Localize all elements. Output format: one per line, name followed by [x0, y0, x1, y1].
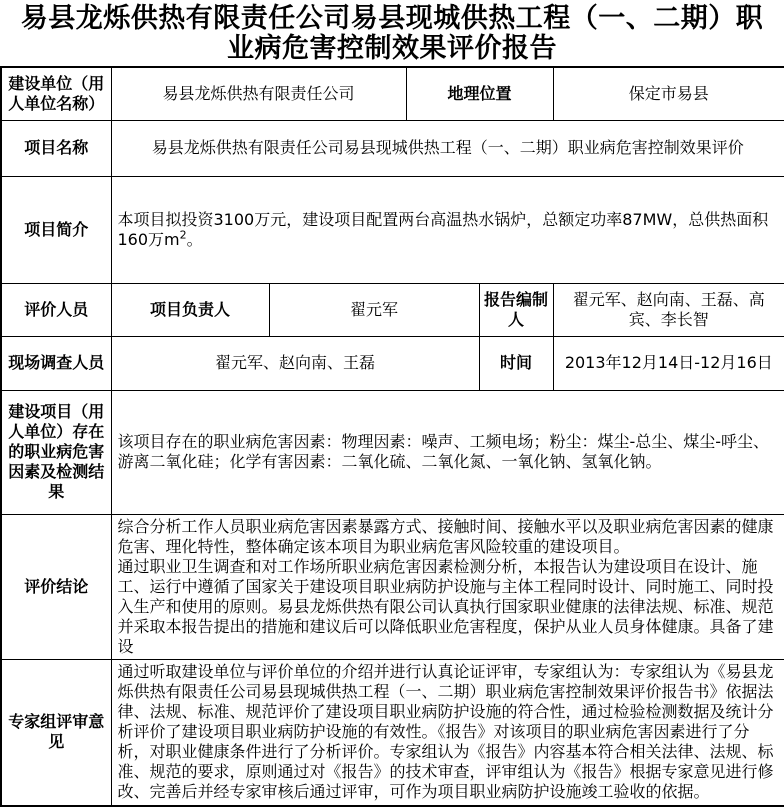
row-hazard-factors — [1, 390, 784, 514]
construction-unit-label: 建设单位（用人单位名称） — [1, 67, 111, 120]
page-title: 易县龙烁供热有限责任公司易县现城供热工程（一、二期）职业病危害控制效果评价报告 — [20, 3, 764, 64]
project-intro-period: 。 — [186, 229, 203, 249]
report-table — [0, 66, 784, 807]
row-evaluators — [1, 283, 784, 336]
row-conclusion — [1, 514, 784, 659]
project-intro-label: 项目简介 — [1, 176, 111, 283]
project-leader-value: 翟元军 — [269, 283, 479, 336]
project-intro-text: 本项目拟投资3100万元，建设项目配置两台高温热水锅炉，总额定功率87MW，总供热面积160万m — [117, 209, 769, 249]
row-project-name — [1, 120, 784, 176]
conclusion-paragraph-1: 综合分析工作人员职业病危害因素暴露方式、接触时间、接触水平以及职业病危害因素的健康危害、理化特性，整体确定该本项目为职业病危害风险较重的建设项目。 — [117, 516, 774, 556]
report-writer-value: 翟元军、赵向南、王磊、高宾、李长智 — [553, 283, 784, 336]
expert-opinion-value: 通过听取建设单位与评价单位的介绍并进行认真论证评审，专家组认为：专家组认为《易县龙烁供热有限责任公司易县现城供热工程（一、二期）职业病危害控制效果评价报告书》依据法律、法规、标准、规范评价了建设项目职业病防护设施的符合性，通过检验检测数据及统计分析评价了建设项目职业病防护设施的有效性。《报告》对该项目的职业病危害因素进行了分析，对职业健康条件进行了分析评价。专家组认为《报告》内容基本符合相关法律、法规、标准、规范的要求，原则通过对《报告》的技术审查，评审组认为《报告》根据专家意见进行修改、完善后并经专家审核后通过评审，可作为项目职业病防护设施竣工验收的依据。 — [111, 659, 784, 806]
site-survey-value: 翟元军、赵向南、王磊 — [111, 336, 479, 390]
row-construction-unit — [1, 67, 784, 120]
row-project-intro — [1, 176, 784, 283]
row-site-survey — [1, 336, 784, 390]
project-intro-value — [111, 176, 784, 283]
hazard-factors-label: 建设项目（用人单位）存在的职业病危害因素及检测结果 — [1, 390, 111, 514]
project-name-value: 易县龙烁供热有限责任公司易县现城供热工程（一、二期）职业病危害控制效果评价 — [111, 120, 784, 176]
evaluators-label: 评价人员 — [1, 283, 111, 336]
conclusion-paragraph-2: 通过职业卫生调查和对工作场所职业病危害因素检测分析，本报告认为建设项目在设计、施工、运行中遵循了国家关于建设项目职业病防护设施与主体工程同时设计、同时施工、同时投入生产和使用的原则。易县龙烁供热有限公司认真执行国家职业健康的法律法规、标准、规范并采取本报告提出的措施和建议后可以降低职业危害程度，保护从业人员身体健康。具备了建设 — [117, 556, 774, 656]
time-label: 时间 — [479, 336, 553, 390]
expert-opinion-label: 专家组评审意见 — [1, 659, 111, 806]
site-survey-label: 现场调查人员 — [1, 336, 111, 390]
conclusion-value — [111, 514, 784, 659]
report-writer-label: 报告编制人 — [479, 283, 553, 336]
location-label: 地理位置 — [406, 67, 553, 120]
conclusion-label: 评价结论 — [1, 514, 111, 659]
time-value: 2013年12月14日-12月16日 — [553, 336, 784, 390]
location-value: 保定市易县 — [553, 67, 784, 120]
hazard-factors-value: 该项目存在的职业病危害因素：物理因素：噪声、工频电场；粉尘：煤尘-总尘、煤尘-呼尘、游离二氧化硅；化学有害因素：二氧化硫、二氧化氮、一氧化钠、氢氧化钠。 — [111, 390, 784, 514]
project-leader-label: 项目负责人 — [111, 283, 269, 336]
project-name-label: 项目名称 — [1, 120, 111, 176]
construction-unit-value: 易县龙烁供热有限责任公司 — [111, 67, 406, 120]
project-intro-superscript: 2 — [179, 228, 187, 242]
row-expert-opinion — [1, 659, 784, 806]
